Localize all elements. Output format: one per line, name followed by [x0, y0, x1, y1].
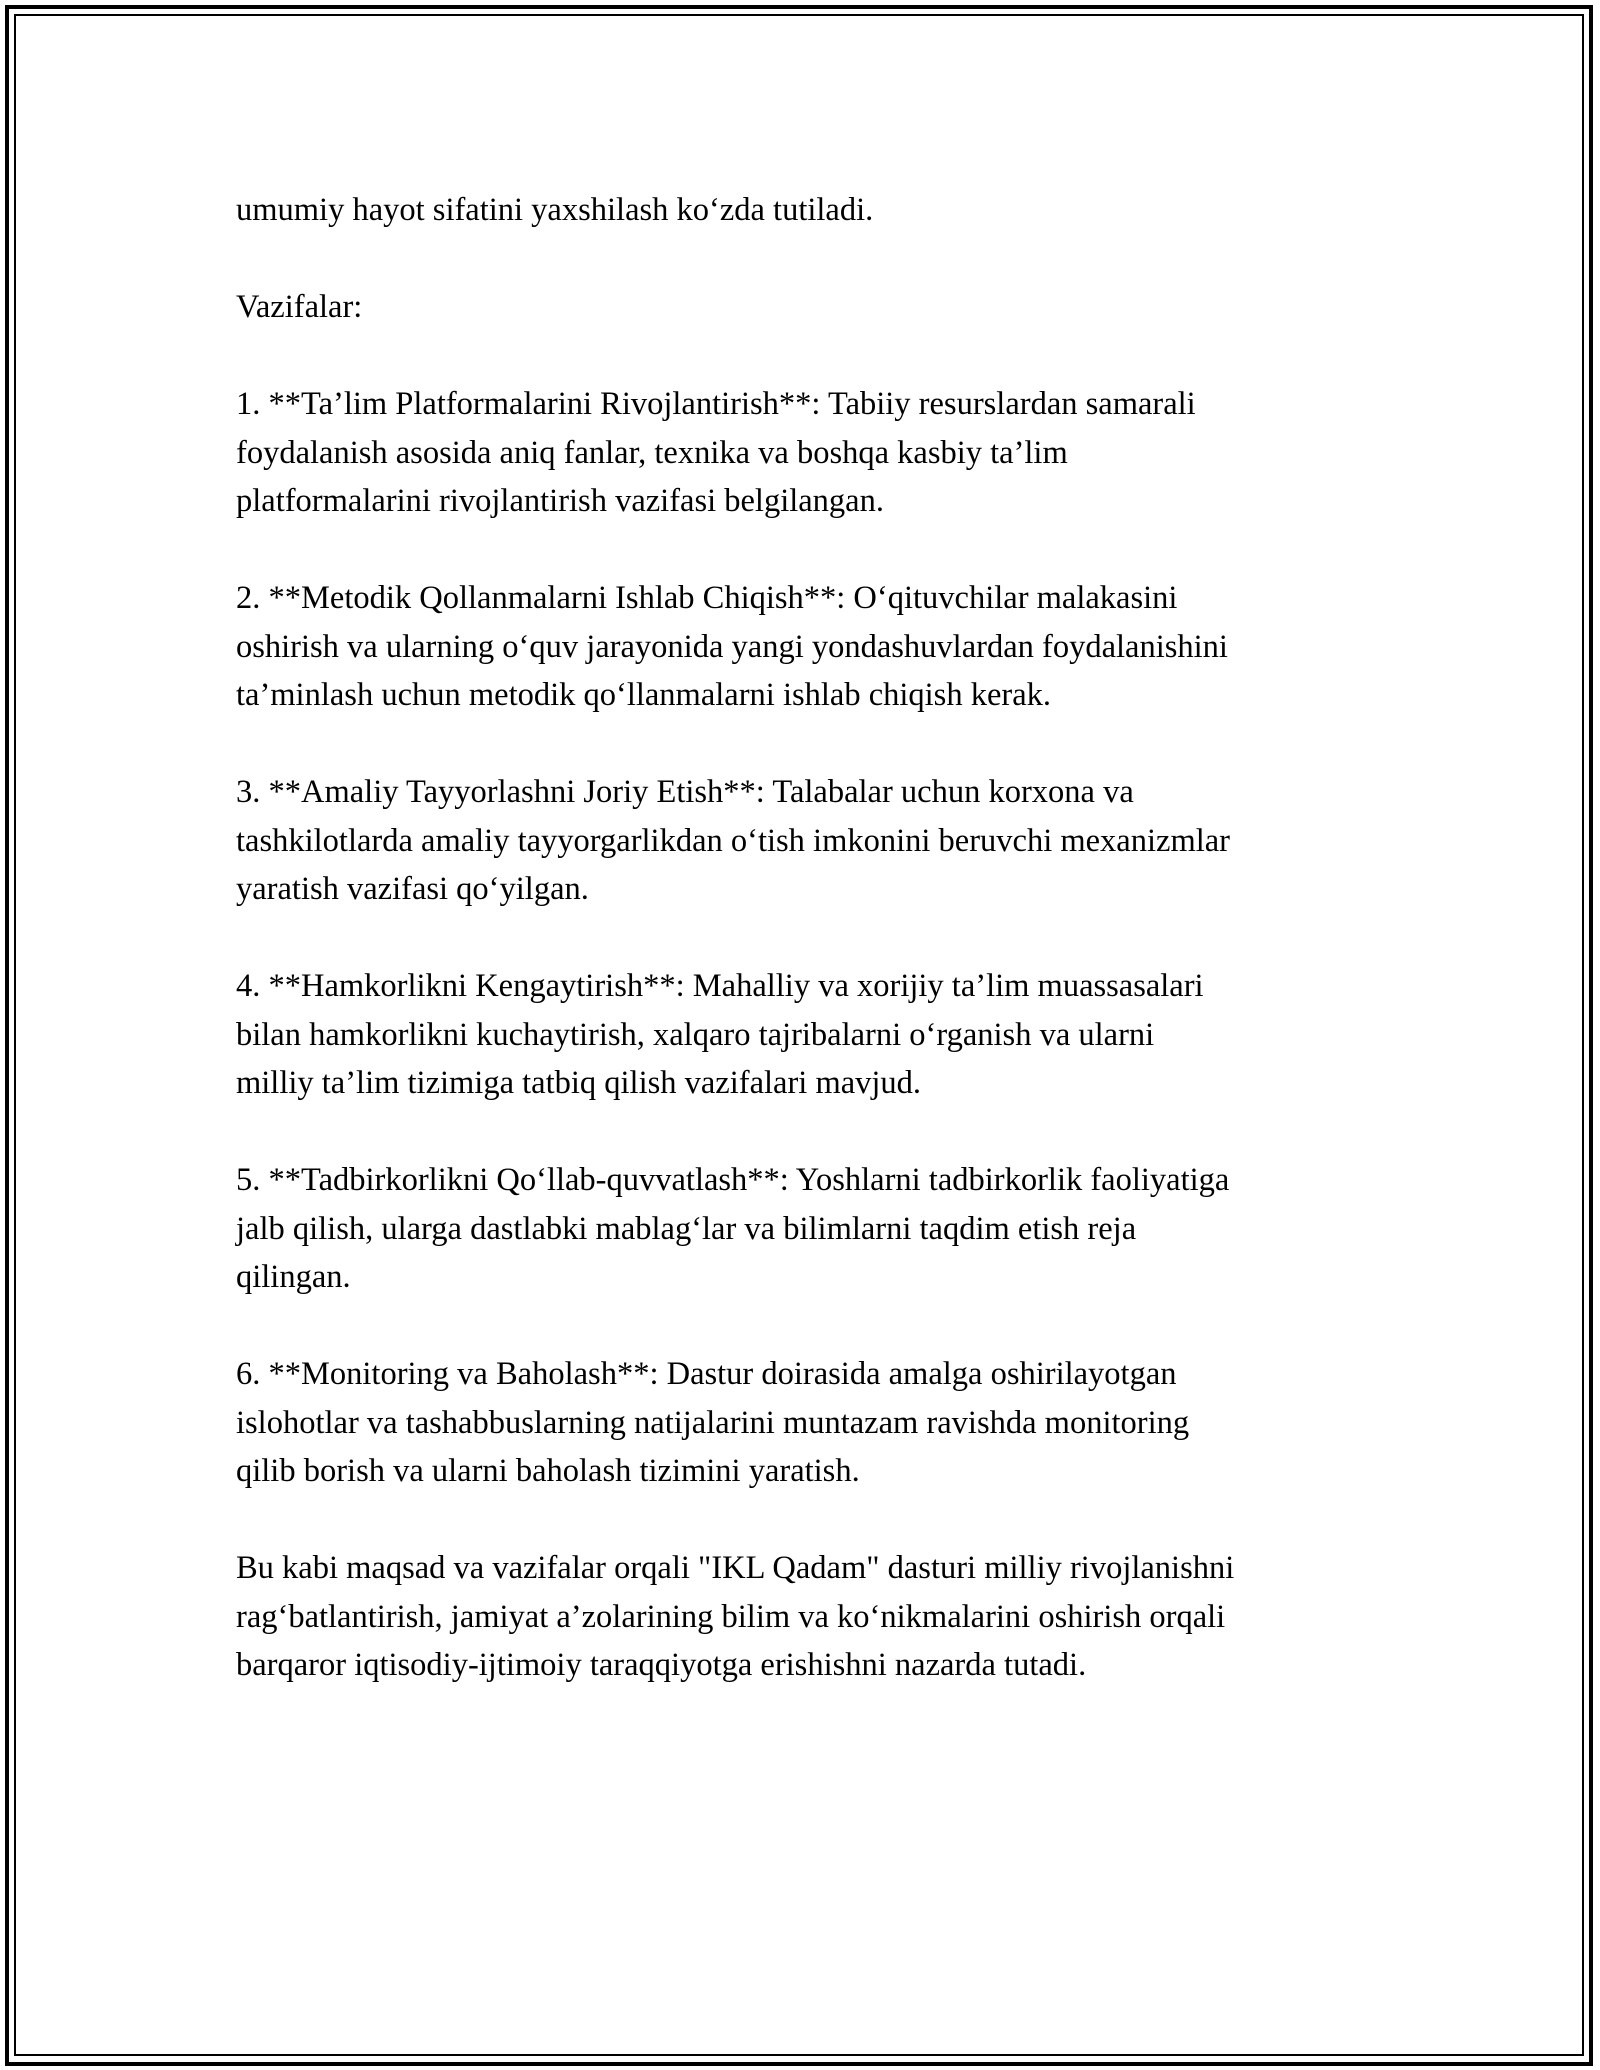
document-body [236, 186, 1386, 1738]
intro-line: umumiy hayot sifatini yaxshilash ko‘zda tutiladi. [236, 192, 874, 228]
task-item-3: 3. **Amaliy Tayyorlashni Joriy Etish**: Talabalar uchun korxona va tashkilotlarda amaliy tayyorgarlikdan o‘tish imkonini beruvchi mexanizmlar yaratish vazifasi qo‘yilgan. [236, 774, 1230, 907]
task-item-6: 6. **Monitoring va Baholash**: Dastur doirasida amalga oshirilayotgan islohotlar va tashabbuslarning natijalarini muntazam ravishda monitoring qilib borish va ularni baholash tizimini yaratish. [236, 1356, 1190, 1489]
task-item-5: 5. **Tadbirkorlikni Qo‘llab-quvvatlash**: Yoshlarni tadbirkorlik faoliyatiga jalb qilish, ularga dastlabki mablag‘lar va bilimlarni taqdim etish reja qilingan. [236, 1162, 1230, 1295]
task-item-2: 2. **Metodik Qollanmalarni Ishlab Chiqish**: O‘qituvchilar malakasini oshirish va ularning o‘quv jarayonida yangi yondashuvlardan foydalanishini ta’minlash uchun metodik qo‘llanmalarni ishlab chiqish kerak. [236, 580, 1228, 713]
task-item-4: 4. **Hamkorlikni Kengaytirish**: Mahalliy va xorijiy ta’lim muassasalari bilan hamkorlikni kuchaytirish, xalqaro tajribalarni o‘rganish va ularni milliy ta’lim tizimiga tatbiq qilish vazifalari mavjud. [236, 968, 1204, 1101]
conclusion-paragraph: Bu kabi maqsad va vazifalar orqali "IKL Qadam" dasturi milliy rivojlanishni rag‘batlantirish, jamiyat a’zolarining bilim va ko‘nikmalarini oshirish orqali barqaror iqtisodiy-ijtimoiy taraqqiyotga erishishni nazarda tutadi. [236, 1550, 1235, 1683]
tasks-heading: Vazifalar: [236, 289, 363, 325]
task-item-1: 1. **Ta’lim Platformalarini Rivojlantirish**: Tabiiy resurslardan samarali foydalanish asosida aniq fanlar, texnika va boshqa kasbiy ta’lim platformalarini rivojlantirish vazifasi belgilangan. [236, 386, 1196, 519]
